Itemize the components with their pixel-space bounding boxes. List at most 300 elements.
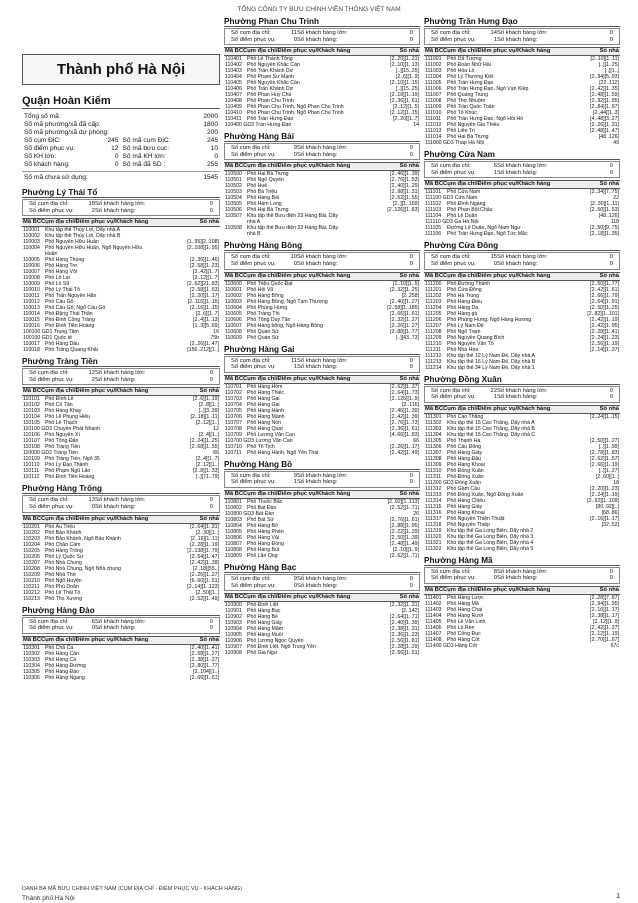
ward-section	[224, 344, 420, 456]
summary-label: Số mã KH lớn:	[122, 153, 166, 160]
row-code: 110703	[225, 395, 242, 402]
stat-value: 13	[88, 497, 95, 504]
row-code: 110803	[225, 516, 242, 523]
row-number: [2..4][1..13]	[193, 317, 219, 324]
row-number: [2..66][1..19]	[590, 461, 619, 468]
row-name: Phố Lò Sũ	[45, 281, 70, 288]
ward-section	[424, 374, 620, 552]
stat-label: Số khách hàng lớn:	[297, 30, 348, 36]
row-number: [2..76][1..73]	[390, 419, 419, 426]
row-number: [2..50][1..]	[195, 589, 219, 596]
summary-label: Số mã phường/xã đã cấp:	[24, 121, 101, 128]
row-code: 110202	[23, 529, 40, 536]
row-name: Phố Nhà Thờ	[45, 571, 76, 578]
row-code: 111401	[425, 594, 442, 601]
stat-label: Số cụm địa chỉ:	[231, 575, 271, 582]
stat-value: 0	[609, 30, 613, 36]
row-code: 111309	[425, 461, 442, 468]
row-name: Phố Thuốc Bắc	[247, 498, 283, 505]
row-name: Khu tập thể Bưu điện 23 Hàng Bài, Dãy	[247, 225, 339, 232]
row-number: [..][3..39]	[198, 408, 219, 415]
row-number: [2..10][1..13]	[390, 62, 419, 69]
row-number: [2..70][1..67]	[590, 636, 619, 643]
row-name: Phố Lý Quốc Sư	[45, 553, 84, 560]
stat-label: Số cụm địa chỉ:	[231, 145, 271, 152]
header-name: Cụm địa chỉ/Điểm phục vụ/Khách hàng	[41, 515, 149, 522]
stat-label: Số khách hàng:	[297, 151, 338, 158]
stat-label: Số khách hàng:	[297, 582, 338, 589]
summary-value: 0	[214, 153, 218, 160]
row-name: Phố Phùng Hưng, Ngõ Hàng Hương	[447, 316, 532, 323]
row-number: [2..26][1..27]	[390, 322, 419, 329]
row-number: [2..][1..169]	[393, 201, 419, 208]
header-left	[225, 594, 350, 601]
row-code: 111211	[425, 346, 442, 353]
row-number: [2..50][1..53]	[590, 207, 619, 214]
row-number: [2..42][1..19]	[590, 316, 619, 323]
row-name: Phố Nguyễn Quang Bích	[447, 334, 505, 341]
row-name: Phố Tràng Quang Khải	[45, 347, 98, 354]
row-number: [2..48][1..59]	[590, 92, 619, 99]
row-name: Phố Thanh Hà	[447, 437, 481, 444]
stat-label: Số khách hàng lớn:	[297, 575, 348, 582]
row-number: [2..12][1..5]	[393, 104, 419, 111]
unused-label: Số mã chưa sử dụng:	[24, 174, 88, 181]
row-code: 111301	[425, 413, 442, 420]
row-number: [2..258]	[401, 292, 419, 299]
row-code: 110004	[23, 245, 40, 252]
table-row	[22, 347, 220, 353]
ward-section	[224, 562, 420, 656]
row-number: [2..40][1..41]	[190, 644, 219, 651]
row-name: Phố Tràng Thi	[247, 310, 280, 317]
stat-label: Số cụm địa chỉ:	[431, 568, 471, 575]
row-name: Phố Đình Ngang	[447, 201, 486, 208]
row-number: [2..26][1..17]	[390, 443, 419, 450]
row-name: Phố Hàng Gai	[247, 395, 280, 402]
row-code: 111307	[425, 449, 442, 456]
row-code: 110008	[23, 275, 40, 282]
row-number: [2..50][1..25]	[590, 304, 619, 311]
stat-value: 9	[293, 145, 297, 152]
row-name: Phố Đinh Tiên Hoàng	[45, 474, 95, 481]
row-name: 100100 GD1 Trung Tâm	[23, 329, 79, 336]
summary-row	[22, 137, 220, 145]
header-code: Mã BC	[225, 48, 244, 55]
ward-section	[224, 459, 420, 559]
header-name: Cụm địa chỉ/Điểm phục vụ/Khách hàng	[443, 586, 551, 593]
row-name: Phố Trần Nguyên Hãn	[45, 293, 97, 300]
stat-value: 0	[209, 497, 213, 504]
stat-value: 0	[409, 254, 413, 261]
unused-value: 1545	[203, 174, 218, 181]
stat-value: 0	[609, 36, 613, 43]
stat-label: Số điểm phục vụ:	[231, 260, 276, 267]
header-number: Số nhà	[399, 163, 419, 170]
stat-label: Số khách hàng lớn:	[497, 163, 548, 170]
footer-city: Thành phố Hà Nội	[22, 895, 75, 902]
stat-label: Số điểm phục vụ:	[231, 582, 276, 589]
row-name: Phố Nguyễn Thiếp	[447, 521, 490, 528]
row-number: 75b	[210, 335, 219, 342]
row-number: [2..6][1..7]	[195, 311, 219, 318]
row-code: 110602	[225, 292, 242, 299]
row-number: [2..34][7..75]	[590, 189, 619, 196]
row-number: [2..18][55..]	[193, 565, 219, 572]
row-code: 110109	[23, 456, 40, 463]
row-number: [2..26][1..27]	[190, 571, 219, 578]
row-code: 110301	[23, 644, 40, 651]
header-left	[425, 181, 550, 188]
header-name: Cụm địa chỉ/Điểm phục vụ/Khách hàng	[443, 181, 551, 188]
row-number: 12	[213, 426, 219, 433]
row-number: [2..94][5..93]	[590, 74, 619, 81]
row-name: Phố Liên Trì	[447, 128, 475, 135]
row-number: [1..3][5..69]	[193, 323, 219, 330]
stat-value: 0	[609, 254, 613, 261]
stat-label: Số điểm phục vụ:	[431, 36, 476, 43]
row-code: 110504	[225, 195, 242, 202]
row-number: [68..86]	[601, 509, 619, 516]
row-name: Phố Hai Bà Trưng	[247, 207, 289, 214]
row-code: 110410	[225, 110, 242, 117]
row-name: Phố Cổ Tân	[45, 402, 73, 409]
row-code: 110001	[23, 227, 40, 234]
row-code: 110908	[225, 650, 242, 657]
row-name: Phố Hàng Điếu	[447, 298, 483, 305]
row-number: [2..68][1..55]	[190, 444, 219, 451]
row-code: 110906	[225, 638, 242, 645]
row-number: [2..12][1..7]	[193, 275, 219, 282]
row-code: 110502	[225, 183, 242, 190]
row-code: 111210	[425, 340, 442, 347]
ward-section	[224, 240, 420, 340]
row-code: 110902	[225, 614, 242, 621]
row-code: 110608	[225, 328, 242, 335]
row-name: Khu tập thể 15 Cao Thắng, Dãy nhà B	[447, 425, 535, 432]
ward-stats	[224, 471, 420, 488]
row-name: Phố Quán Sứ	[247, 334, 279, 341]
page-header: TỔNG CÔNG TY BƯU CHÍNH VIỄN THÔNG VIỆT NAM	[237, 6, 401, 13]
row-name: Khu tập thể Thủy Lợi, Dãy nhà A	[45, 227, 121, 234]
row-code: 110212	[23, 589, 40, 596]
row-number: [80..92][..]	[595, 503, 619, 510]
row-number: [2..12][1..15]	[390, 110, 419, 117]
stat-label: Số khách hàng:	[297, 479, 338, 486]
row-number: [2..62][1..37]	[390, 383, 419, 390]
ward-title: Phường Hàng Bông	[224, 240, 420, 251]
row-code: 111207	[425, 322, 442, 329]
row-code: 111106	[425, 231, 442, 238]
ward-stats	[424, 386, 620, 403]
stat-label: Số khách hàng lớn:	[297, 254, 348, 261]
row-number: [2..6][1..19]	[193, 396, 219, 403]
row-number: [2..28][1..41]	[590, 328, 619, 335]
row-number: [2..6][1..9]	[395, 74, 419, 81]
header-name: Cụm địa chỉ/Điểm phục vụ/Khách hàng	[41, 219, 149, 226]
row-name: Phố Quang Trung	[447, 92, 488, 99]
row-name: Phố Gầm Cầu	[447, 485, 480, 492]
row-code: 111319	[425, 527, 442, 534]
row-number: [2..8][1..]	[198, 402, 219, 409]
stat-label: Số khách hàng lớn:	[95, 497, 146, 504]
row-number: [2..38][1..31]	[390, 626, 419, 633]
row-code: 110103	[23, 408, 40, 415]
ward-title: Phường Cửa Nam	[424, 149, 620, 160]
header-left	[225, 163, 350, 170]
row-number: [2..125][1..9]	[390, 395, 419, 402]
table-row	[224, 650, 420, 656]
ward-title: Phường Hàng Bài	[224, 131, 420, 142]
row-code: 111403	[425, 606, 442, 613]
summary-value: 200	[206, 129, 218, 136]
row-code: 111006	[425, 86, 442, 93]
row-number: [2..62][21..83]	[187, 281, 219, 288]
row-code: 110409	[225, 104, 242, 111]
row-code: 110802	[225, 504, 242, 511]
row-name: Phố Trần Hưng Đạo, Ngõ Vạn Kiếp	[447, 86, 529, 93]
table-header	[22, 387, 220, 396]
stat-label: Số cụm địa chỉ:	[29, 201, 69, 207]
row-code: 111204	[425, 304, 442, 311]
summary-label: Số mã phường/xã dự phòng:	[24, 129, 110, 136]
ward-section	[22, 187, 220, 353]
row-name: Phố Hàng Lược	[447, 594, 484, 601]
row-code: 110404	[225, 74, 242, 81]
ward-stats	[22, 368, 220, 385]
header-left	[23, 219, 148, 226]
row-code: 110003	[23, 239, 40, 246]
row-name: Phố Hàng Cót	[447, 636, 480, 643]
row-code: 111007	[425, 92, 442, 99]
row-name: Phố Đặng Thái Thân	[45, 311, 93, 318]
row-name: Phố Lò Rèn	[447, 624, 475, 631]
row-number: [2..20][1..23]	[590, 485, 619, 492]
row-number: [2..88][1..95]	[390, 522, 419, 529]
row-number: [2..40][1..29]	[390, 183, 419, 190]
stat-value: 0	[91, 503, 95, 510]
ward-title: Phường Tràng Tiền	[22, 356, 220, 367]
row-number: [2..52][1..55]	[390, 195, 419, 202]
row-number: [..][1..25]	[598, 62, 619, 69]
row-name: Phố Đinh Tiên Hoàng	[45, 323, 95, 330]
table-header	[424, 47, 620, 56]
row-code: 110105	[23, 420, 40, 427]
row-number: [2..58][1..23]	[190, 263, 219, 270]
ward-title: Phường Phan Chu Trinh	[224, 16, 420, 27]
row-name: Phố Nhà Chung	[45, 559, 82, 566]
row-number: [2..54][1..47]	[190, 553, 219, 560]
row-number: 16	[213, 329, 219, 336]
row-code: 111202	[425, 292, 442, 299]
summary-label: Số mã đã SD :	[122, 161, 166, 168]
ward-title: Phường Hàng Đào	[22, 605, 220, 616]
row-number: [..][43..73]	[395, 334, 419, 341]
row-code: 110508	[225, 225, 242, 232]
stat-value: 0	[609, 260, 613, 267]
stat-value: 0	[293, 582, 297, 589]
row-code: 111321	[425, 539, 442, 546]
row-name: Phố Cao Thắng	[447, 413, 484, 420]
ward-stats	[424, 567, 620, 584]
row-number: [2..18][1..11]	[190, 414, 219, 421]
row-name: Phố Hàng Rươi	[447, 612, 484, 619]
row-number: [2..20][1..7]	[393, 116, 419, 123]
header-number: Số nhà	[399, 594, 419, 601]
row-name: Phố Bảo Khánh	[45, 529, 82, 536]
row-code: 110208	[23, 565, 40, 572]
row-name: Phố Cửa Đông	[447, 286, 482, 293]
row-code: 111209	[425, 334, 442, 341]
row-code: 110501	[225, 177, 242, 184]
row-number: [2..64][1..71]	[390, 614, 419, 621]
row-name: Phố Cổng Đục	[447, 630, 481, 637]
stat-value: 0	[209, 618, 213, 625]
row-number: [2..32][1..27]	[390, 316, 419, 323]
column-2	[224, 16, 420, 659]
stat-value: 0	[409, 260, 413, 267]
row-number: [2..108][1..95]	[187, 245, 219, 252]
table-row	[22, 675, 220, 681]
row-name: Phố Trần Khánh Dư	[247, 68, 294, 75]
row-number: [2..82][1..101]	[587, 310, 619, 317]
stat-label: Số điểm phục vụ:	[231, 151, 276, 158]
row-name: Phố Phạm Sư Mạnh	[247, 74, 295, 81]
row-name: Phố Hàng Cân	[45, 650, 80, 657]
row-number: [1..95][2..108]	[187, 239, 219, 246]
row-code: 110401	[225, 56, 242, 63]
table-header	[22, 515, 220, 524]
row-number: [2..62][1..57]	[590, 455, 619, 462]
table-row	[224, 335, 420, 341]
row-name: Phố Hàng Đồng	[247, 540, 284, 547]
row-code: 110805	[225, 528, 242, 535]
stat-label: Số điểm phục vụ:	[29, 503, 74, 510]
row-name: Phố Nguyễn Thiện Thuật	[447, 515, 505, 522]
row-code: 111105	[425, 225, 442, 232]
row-code: 110102	[23, 402, 40, 409]
header-code: Mã BC	[425, 48, 444, 55]
ward-stats	[224, 28, 420, 45]
stat-label: Số khách hàng:	[297, 260, 338, 267]
row-name: Khu tập thể 12 Lý Nam Đế, Dãy nhà A	[447, 352, 535, 359]
row-code: 111305	[425, 437, 442, 444]
city-title: Thành phố Hà Nội	[22, 54, 220, 85]
table-header	[22, 636, 220, 645]
row-code: 110015	[23, 317, 40, 324]
ward-stats	[224, 252, 420, 269]
row-name: 111000 GD3 Tháp Hà Nội	[425, 140, 485, 147]
row-name: Phố Tố Khúc	[447, 110, 477, 117]
row-name: Phố Nguyễn Hữu Huân, Ngõ Nguyễn Hữu	[45, 245, 143, 252]
row-number: [2..38][1..27]	[190, 656, 219, 663]
row-name: Phố Hàng Chiếu	[447, 497, 486, 504]
row-code: 111404	[425, 612, 442, 619]
stat-value: 22	[490, 387, 497, 394]
row-code: 110708	[225, 425, 242, 432]
stat-value: 0	[493, 260, 497, 267]
row-number: 22	[613, 195, 619, 202]
row-number: [2..50][1..27]	[590, 437, 619, 444]
row-name: Phố Đường Thành	[447, 280, 491, 287]
stat-value: 14	[490, 30, 497, 36]
row-name: Phố Hàng Vôi	[45, 269, 78, 276]
row-name: 111110 GD3 Ga Hà Nội	[425, 219, 479, 226]
header-name: Cụm địa chỉ/Điểm phục vụ/Khách hàng	[243, 48, 351, 55]
header-code: Mã BC	[225, 594, 244, 601]
row-number: [2..14][1..123]	[187, 583, 219, 590]
row-code: 110605	[225, 310, 242, 317]
row-code: 111213	[425, 358, 442, 365]
header-name: Cụm địa chỉ/Điểm phục vụ/Khách hàng	[41, 388, 149, 395]
row-number: [2..16][1..15]	[190, 305, 219, 312]
stat-value: 0	[209, 503, 213, 510]
row-number: [156..212][1..]	[187, 347, 219, 354]
row-name: 110700 GD3 Lương Văn Can	[225, 437, 293, 444]
row-number: [2..38][1..17]	[590, 612, 619, 619]
footer-title: DANH BẠ MÃ BƯU CHÍNH VIỆT NAM (CỤM ĐỊA CHỈ - ĐIỂM PHỤC VỤ - KHÁCH HÀNG)	[22, 886, 243, 892]
row-number: [2..26][1..31]	[590, 122, 619, 129]
stat-label: Số khách hàng lớn:	[95, 618, 146, 625]
row-number: [2..104][1..]	[193, 668, 219, 675]
row-number: [2..116]	[402, 401, 419, 408]
ward-stats	[224, 143, 420, 160]
stat-label: Số cụm địa chỉ:	[231, 357, 271, 364]
row-code: 111003	[425, 68, 442, 75]
stat-label: Số điểm phục vụ:	[231, 479, 276, 486]
row-name: Phố Lê Phụng Hiểu	[45, 414, 90, 421]
ward-section	[224, 16, 420, 128]
row-number: [2..22][1..29]	[390, 528, 419, 535]
row-code: 110408	[225, 98, 242, 105]
row-code: 110503	[225, 189, 242, 196]
header-number: Số nhà	[199, 636, 219, 643]
stat-value: 1	[493, 394, 497, 401]
row-code: 110107	[23, 438, 40, 445]
row-name: Khu tập thể Ga Long Biên, Dãy nhà 2	[447, 527, 534, 534]
row-code: 110304	[23, 662, 40, 669]
row-number: [48..126]	[598, 134, 619, 141]
table-header	[224, 47, 420, 56]
row-name: Phố Cầu Gỗ, Ngõ Cầu Gỗ	[45, 305, 106, 312]
summary-row	[22, 161, 220, 169]
stat-label: Số khách hàng lớn:	[297, 357, 348, 364]
row-code: 110806	[225, 534, 242, 541]
row-name: Phố Hàng Dầu	[45, 341, 80, 348]
stat-label: Số điểm phục vụ:	[431, 575, 476, 582]
row-name: Phố Hàng Khoai	[447, 461, 485, 468]
stat-label: Số điểm phục vụ:	[29, 376, 74, 383]
row-number: [32..52]	[601, 521, 619, 528]
row-code: 110709	[225, 431, 242, 438]
row-code: 111200	[425, 280, 442, 287]
row-name: Phố Hàng Hành	[247, 407, 284, 414]
row-code: 110808	[225, 546, 242, 553]
row-number: [4..66][1..83]	[390, 431, 419, 438]
row-code: 111104	[425, 213, 442, 220]
row-name: Phố Hàng Bông	[247, 292, 284, 299]
row-name: Phố Bát Sứ	[247, 516, 274, 523]
stat-value: 0	[409, 151, 413, 158]
stat-label: Số điểm phục vụ:	[231, 36, 276, 43]
stat-label: Số khách hàng:	[297, 36, 338, 43]
row-code: 111014	[425, 134, 442, 141]
stat-value: 0	[409, 479, 413, 486]
stat-value: 0	[209, 370, 213, 377]
row-code: 111320	[425, 533, 442, 540]
row-code: 111317	[425, 515, 442, 522]
row-code: 110204	[23, 541, 40, 548]
